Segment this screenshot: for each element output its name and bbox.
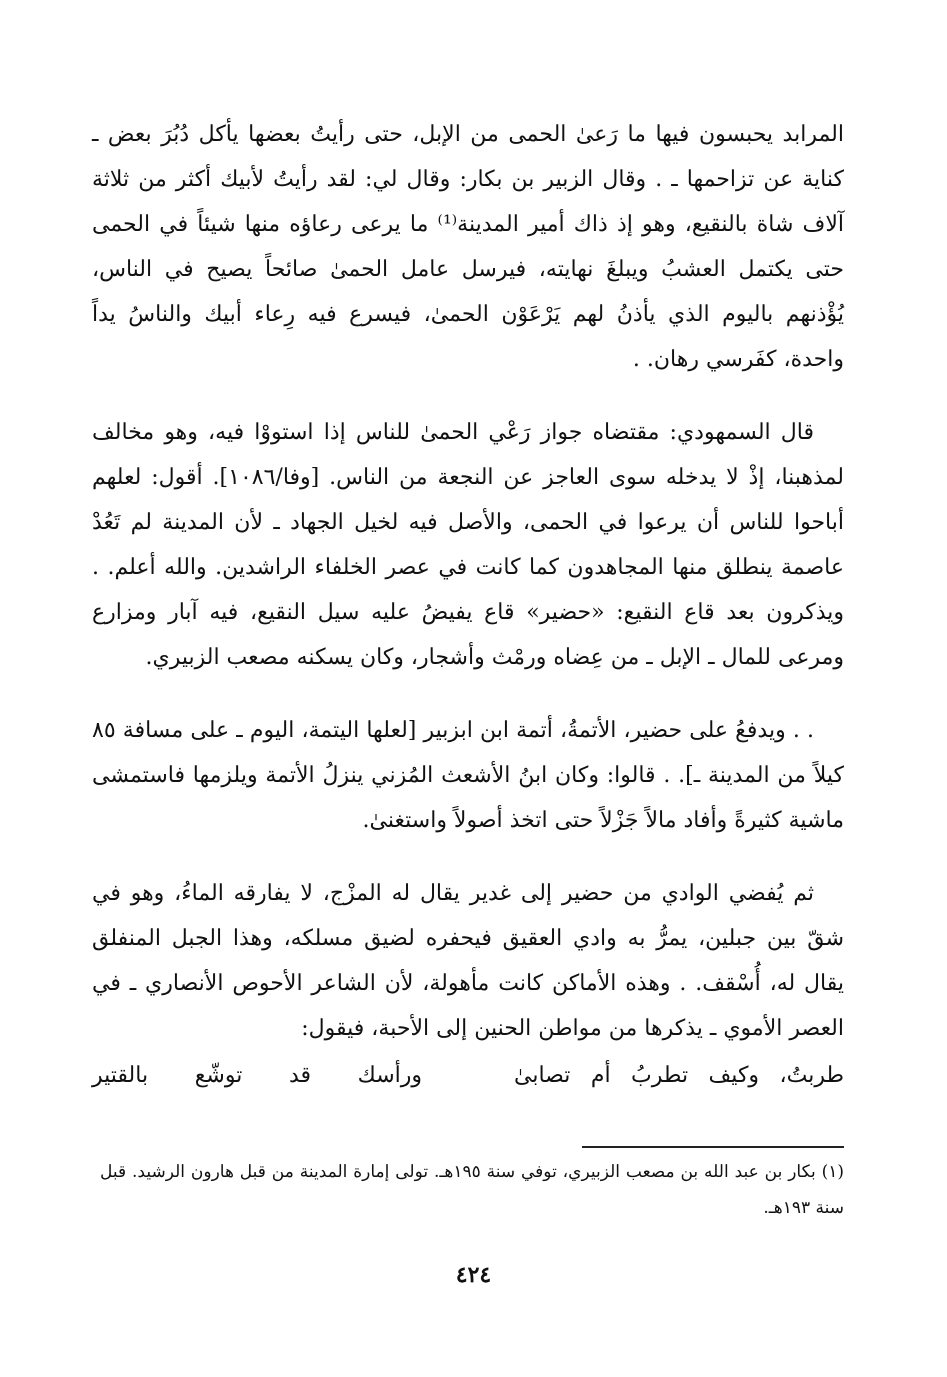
paragraph-1: المرابد يحبسون فيها ما رَعىٰ الحمى من الإبل، حتى رأيتُ بعضها يأكل دُبُرَ بعض ـ كناية عن تزاحمها ـ . وقال الزبير بن بكار: وقال لي: لقد رأيتُ لأبيك أكثر من ثلاثة آلاف شاة بالنقيع، وهو إذ ذاك أمير المدينة⁽¹⁾ ما يرعى رعاؤه منها شيئاً في الحمى حتى يكتمل العشبُ ويبلغَ نهايته، فيرسل عامل الحمىٰ صائحاً يصيح في الناس، يُؤْذنهم باليوم الذي يأذنُ لهم يَرْعَوْن الحمىٰ، فيسرع فيه رِعاء أبيك والناسُ يداً واحدة، كفَرسي رهان. .	[92, 122, 844, 372]
poem-verse	[92, 1053, 844, 1098]
paragraph-2: قال السمهودي: مقتضاه جواز رَعْي الحمىٰ للناس إذا استووْا فيه، وهو مخالف لمذهبنا، إذْ لا يدخله سوى العاجز عن النجعة من الناس. [وفا/١٠٨٦]. أقول: لعلهم أباحوا للناس أن يرعوا في الحمى، والأصل فيه لخيل الجهاد ـ لأن المدينة لم تَعُدْ عاصمة ينطلق منها المجاهدون كما كانت في عصر الخلفاء الراشدين. والله أعلم. . ويذكرون بعد قاع النقيع: «حضير» قاع يفيضُ عليه سيل النقيع، فيه آبار ومزارع ومرعى للمال ـ الإبل ـ من عِضاه ورمْث وأشجار، وكان يسكنه مصعب الزبيري.	[92, 420, 844, 670]
footnote-1: (١) بكار بن عبد الله بن مصعب الزبيري، توفي سنة ١٩٥هـ. تولى إمارة المدينة من قبل هارون الرشيد. قبل سنة ١٩٣هـ.	[100, 1162, 844, 1218]
footnote-block	[100, 1154, 844, 1226]
footnote-divider	[582, 1146, 844, 1148]
page-number: ٤٢٤	[455, 1262, 492, 1288]
paragraph-4: ثم يُفضي الوادي من حضير إلى غدير يقال له المزْج، لا يفارقه الماءُ، وهو في شقّ بين جبلين، يمرُّ به وادي العقيق فيحفره لضيق مسلكه، وهذا الجبل المنفلق يقال له، أُسْقف. . وهذه الأماكن كانت مأهولة، لأن الشاعر الأحوص الأنصاري ـ في العصر الأموي ـ يذكرها من مواطن الحنين إلى الأحبة، فيقول:	[92, 881, 844, 1041]
main-text-block	[92, 112, 844, 1098]
paragraph-3: . . ويدفعُ على حضير، الأتمةُ، أتمة ابن ابزبير [لعلها اليتمة، اليوم ـ على مسافة ٨٥ كيلاً من المدينة ـ]. . قالوا: وكان ابنُ الأشعث المُزني ينزلُ الأتمة ويلزمها فاستمشى ماشية كثيرةً وأفاد مالاً جَزْلاً حتى اتخذ أصولاً واستغنىٰ.	[92, 718, 844, 833]
verse-first-hemistich: طربتُ، وكيف تطربُ أم تصابىٰ	[514, 1063, 844, 1088]
verse-second-hemistich: ورأسك قد توشّع بالقتير	[92, 1063, 422, 1088]
